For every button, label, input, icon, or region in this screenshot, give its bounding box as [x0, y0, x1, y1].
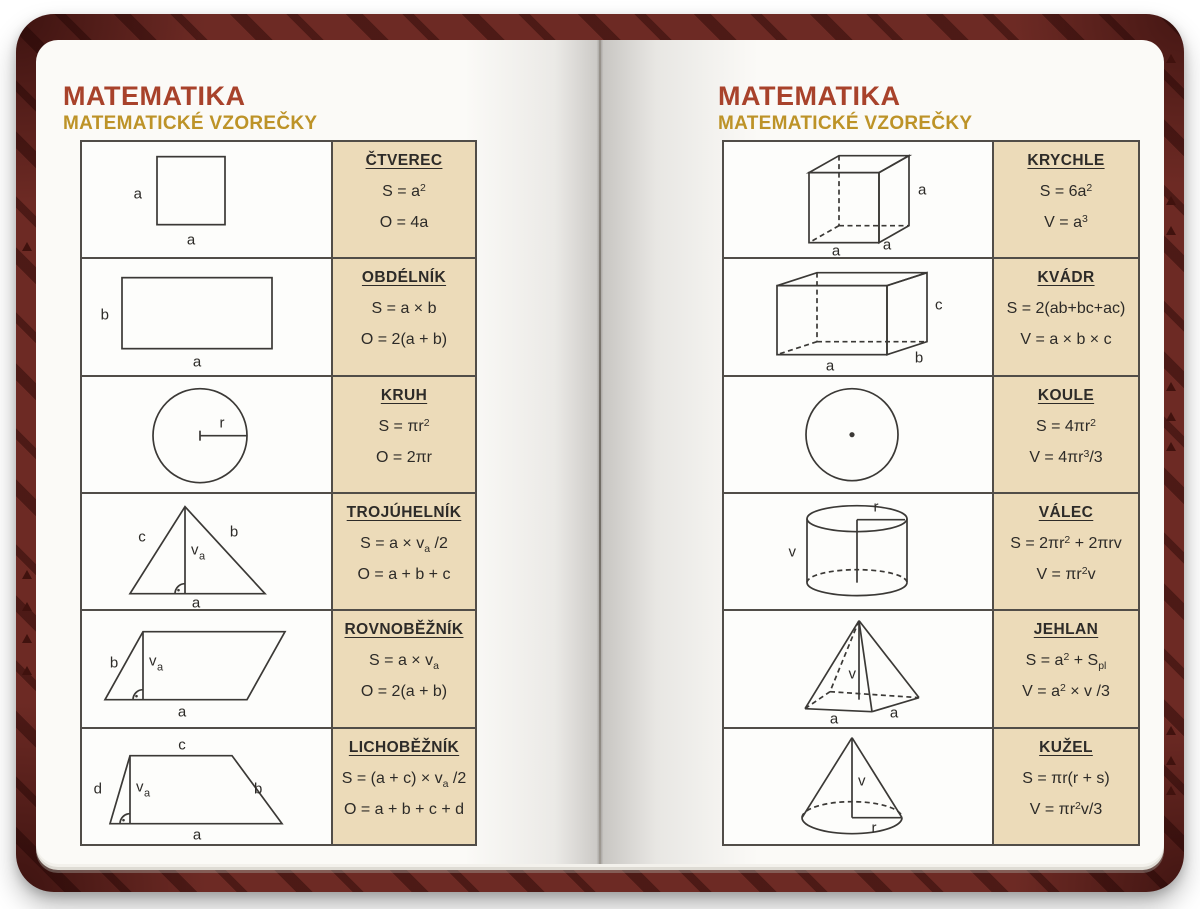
- dimension-sub-label: a: [144, 787, 151, 800]
- cone-diagram: [724, 729, 992, 844]
- cover-triangle-icon: [22, 634, 32, 643]
- dimension-label: a: [825, 357, 835, 375]
- shape-name: KOULE: [1037, 386, 1095, 404]
- shape-cell: [82, 729, 331, 844]
- shape-cell: [724, 377, 992, 492]
- shape-name: KRUH: [380, 386, 428, 404]
- formula-line: $S = (a + c) \times v_a$ /2: [341, 769, 467, 790]
- formula-line: $S = \pi r^2$: [378, 416, 430, 435]
- page-header: [63, 82, 317, 135]
- table-row: [82, 142, 475, 259]
- table-row: [82, 259, 475, 376]
- dimension-label: a: [829, 710, 839, 727]
- formula-line: $S = 6a^2$: [1039, 182, 1093, 200]
- formula-line: $V = \pi r^2v/3$: [1029, 799, 1103, 818]
- pyramid-diagram: [724, 611, 992, 726]
- formula-table: [80, 140, 477, 846]
- dimension-label: d: [93, 780, 102, 798]
- dimension-label: b: [100, 306, 109, 324]
- cube-diagram: [724, 142, 992, 257]
- formula-line: $V = 4\pi r^3/3$: [1029, 447, 1103, 466]
- circle-diagram: [82, 377, 331, 492]
- formula-cell: [331, 142, 475, 257]
- shape-name: VÁLEC: [1038, 503, 1094, 521]
- formula-line: O = 2πr: [376, 448, 432, 466]
- page-header: [718, 82, 972, 135]
- formula-cell: [331, 729, 475, 844]
- dimension-label: r: [871, 819, 877, 837]
- formula-cell: [331, 377, 475, 492]
- dimension-label: a: [889, 704, 899, 722]
- formula-cell: [331, 494, 475, 609]
- dimension-label: v: [848, 665, 856, 683]
- dimension-label: c: [178, 736, 186, 754]
- table-row: [82, 611, 475, 728]
- cover-triangle-icon: [1166, 226, 1176, 235]
- dimension-label: r: [873, 498, 879, 516]
- dimension-label: a: [882, 236, 892, 254]
- dimension-label: b: [914, 349, 924, 367]
- rectangle-diagram: [82, 259, 331, 374]
- formula-line: O = 2(a + b): [360, 331, 448, 349]
- formula-cell: [992, 142, 1138, 257]
- dimension-label: a: [192, 826, 202, 844]
- shape-name: TROJÚHELNÍK: [346, 503, 462, 521]
- dimension-label: v: [136, 778, 144, 796]
- page-subtitle: MATEMATICKÉ VZOREČKY: [718, 113, 973, 135]
- open-pages: [36, 40, 1164, 864]
- dimension-label: a: [918, 181, 927, 199]
- cover-triangle-icon: [1166, 382, 1176, 391]
- table-row: [724, 259, 1138, 376]
- dimension-label: a: [191, 594, 201, 610]
- table-row: [82, 729, 475, 844]
- cover-triangle-icon: [1166, 726, 1176, 735]
- book-cover: [16, 14, 1184, 892]
- table-row: [82, 377, 475, 494]
- formula-line: $S = 2\pi r^2 + 2\pi rv$: [1010, 533, 1122, 552]
- formula-line: O = 2(a + b): [360, 683, 448, 701]
- sphere-diagram: [724, 377, 992, 492]
- page-title: MATEMATIKA: [718, 81, 901, 111]
- formula-cell: [331, 259, 475, 374]
- shape-name: KRYCHLE: [1027, 152, 1105, 169]
- page-title: MATEMATIKA: [63, 81, 246, 111]
- formula-line: $S = a \times v_a$ /2: [360, 534, 448, 555]
- table-row: [82, 494, 475, 611]
- formula-line: O = a + b + c + d: [343, 800, 465, 818]
- formula-line: $S = a \times v_a$: [369, 652, 439, 673]
- table-row: [724, 142, 1138, 259]
- shape-name: OBDÉLNÍK: [361, 269, 447, 287]
- formula-line: $V = a^2 \times v$ /3: [1022, 682, 1110, 701]
- dimension-label: a: [177, 703, 187, 721]
- square-diagram: [82, 142, 331, 257]
- cover-triangle-icon: [1166, 54, 1176, 63]
- trapezoid-diagram: [82, 729, 331, 844]
- dimension-label: v: [191, 541, 199, 559]
- cover-triangle-icon: [22, 666, 32, 675]
- shape-name: KVÁDR: [1037, 269, 1095, 287]
- formula-cell: [992, 494, 1138, 609]
- cover-triangle-icon: [22, 602, 32, 611]
- dimension-label: a: [192, 353, 202, 371]
- formula-cell: [992, 729, 1138, 844]
- cover-triangle-icon: [1166, 412, 1176, 421]
- shape-cell: [724, 611, 992, 726]
- cover-triangle-icon: [1166, 196, 1176, 205]
- shape-name: ROVNOBĚŽNÍK: [344, 621, 464, 639]
- formula-table: [722, 140, 1140, 846]
- cuboid-diagram: [724, 259, 992, 374]
- cover-triangle-icon: [1166, 786, 1176, 795]
- table-row: [724, 729, 1138, 844]
- shape-cell: [82, 142, 331, 257]
- formula-line: $V = a^3$: [1044, 213, 1088, 231]
- formula-line: $V = \pi r^2v$: [1036, 564, 1096, 583]
- dimension-label: a: [133, 185, 142, 203]
- page-right: [600, 40, 1164, 864]
- shape-cell: [724, 494, 992, 609]
- dimension-label: a: [186, 231, 196, 249]
- formula-line: $S = a^2$: [382, 182, 426, 200]
- shape-cell: [82, 377, 331, 492]
- shape-cell: [82, 611, 331, 726]
- dimension-label: b: [109, 654, 119, 672]
- formula-cell: [992, 259, 1138, 374]
- cover-triangle-icon: [1166, 442, 1176, 451]
- table-row: [724, 377, 1138, 494]
- formula-line: S = 2(ab+bc+ac): [1006, 300, 1126, 318]
- parallelogram-diagram: [82, 611, 331, 726]
- shape-cell: [724, 142, 992, 257]
- shape-cell: [724, 729, 992, 844]
- cylinder-diagram: [724, 494, 992, 609]
- formula-cell: [992, 377, 1138, 492]
- formula-line: O = 4a: [379, 214, 429, 231]
- formula-cell: [331, 611, 475, 726]
- triangle-diagram: [82, 494, 331, 609]
- dimension-label: v: [149, 652, 157, 670]
- formula-line: V = a × b × c: [1020, 331, 1112, 349]
- shape-cell: [724, 259, 992, 374]
- table-row: [724, 611, 1138, 728]
- cover-triangle-icon: [1166, 756, 1176, 765]
- formula-line: $S = a^2 + S_{pl}$: [1025, 651, 1107, 673]
- formula-line: S = πr(r + s): [1022, 769, 1110, 787]
- page-left: [36, 40, 600, 864]
- table-row: [724, 494, 1138, 611]
- shape-cell: [82, 494, 331, 609]
- formula-cell: [992, 611, 1138, 726]
- shape-cell: [82, 259, 331, 374]
- shape-name: ČTVEREC: [365, 152, 443, 169]
- shape-name: JEHLAN: [1033, 621, 1099, 639]
- dimension-sub-label: a: [157, 661, 164, 674]
- shape-name: LICHOBĚŽNÍK: [348, 738, 460, 756]
- dimension-label: c: [138, 528, 146, 546]
- shape-name: KUŽEL: [1039, 738, 1093, 756]
- dimension-label: r: [219, 414, 225, 432]
- page-subtitle: MATEMATICKÉ VZOREČKY: [63, 113, 318, 135]
- dimension-label: a: [831, 242, 841, 258]
- formula-line: S = a × b: [371, 300, 437, 318]
- dimension-label: v: [858, 772, 866, 790]
- dimension-label: b: [229, 523, 239, 541]
- dimension-label: c: [935, 296, 943, 314]
- dimension-label: v: [788, 543, 796, 561]
- cover-triangle-icon: [22, 242, 32, 251]
- dimension-sub-label: a: [199, 550, 206, 563]
- formula-line: $S = 4\pi r^2$: [1035, 416, 1096, 435]
- dimension-label: b: [254, 780, 263, 798]
- formula-line: O = a + b + c: [357, 565, 451, 583]
- cover-triangle-icon: [22, 570, 32, 579]
- book-spine: [599, 40, 601, 864]
